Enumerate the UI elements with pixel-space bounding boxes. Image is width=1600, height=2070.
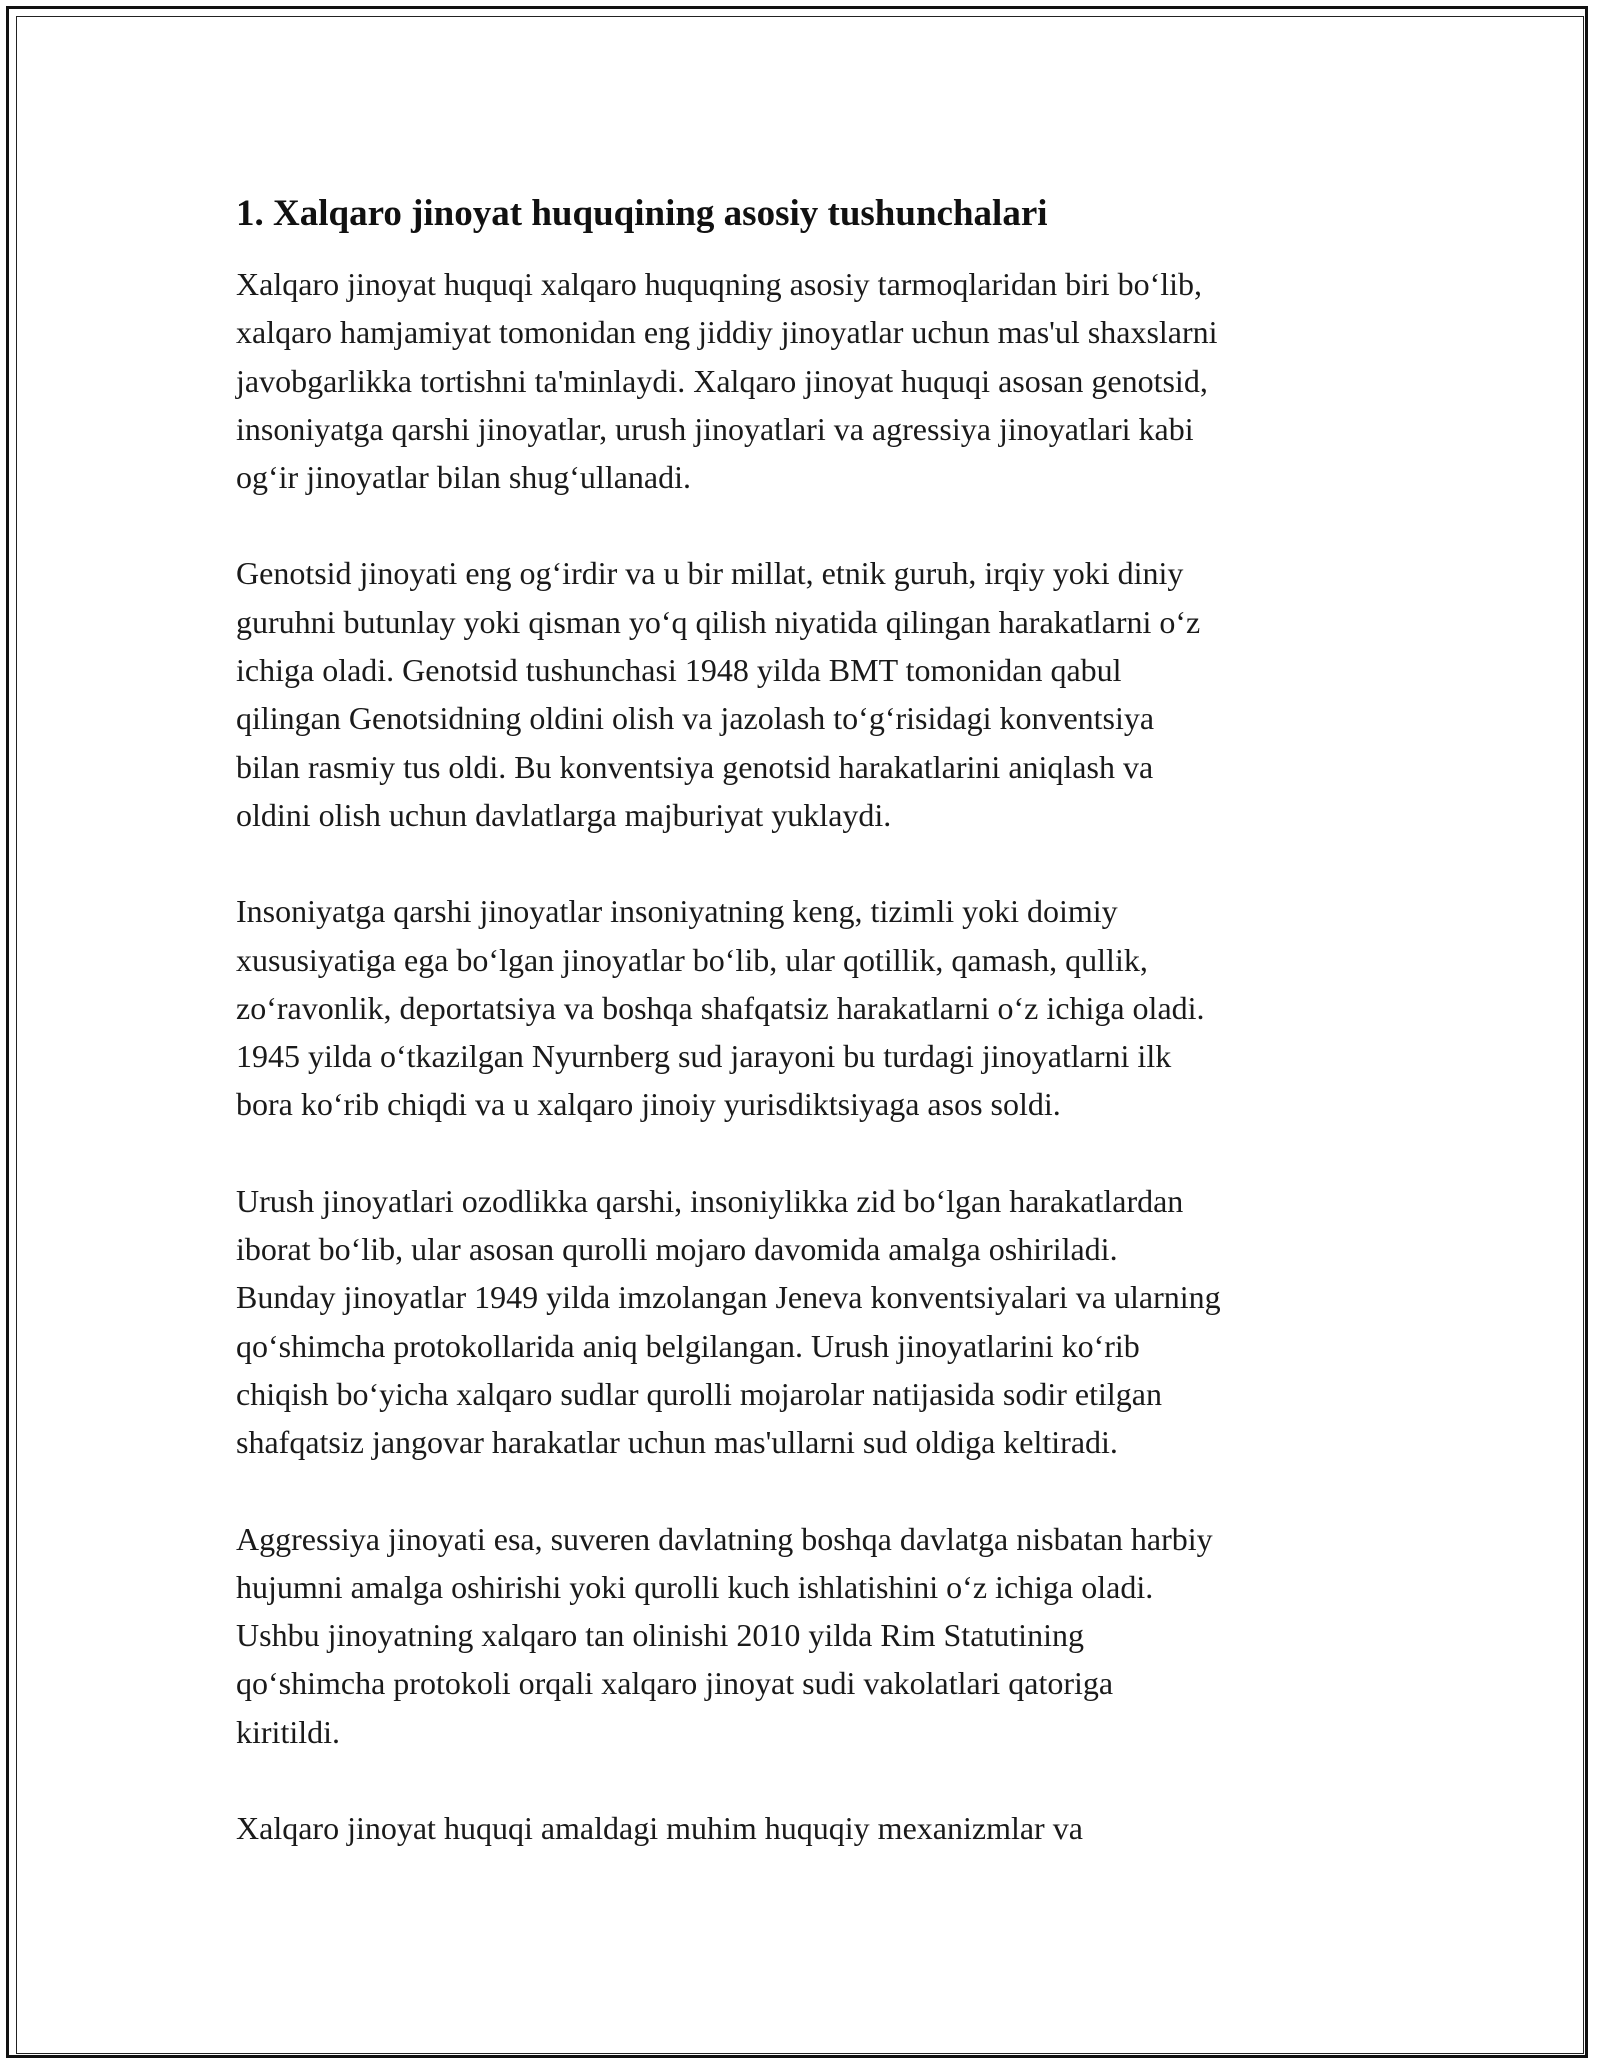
paragraph-line: qilingan Genotsidning oldini olish va jazolash to‘g‘risidagi konventsiya (236, 700, 1155, 737)
paragraph-line: javobgarlikka tortishni ta'minlaydi. Xalqaro jinoyat huquqi asosan genotsid, (236, 362, 1208, 399)
paragraph-line: xalqaro hamjamiyat tomonidan eng jiddiy jinoyatlar uchun mas'ul shaxslarni (236, 314, 1218, 351)
paragraph-line: Xalqaro jinoyat huquqi amaldagi muhim huquqiy mexanizmlar va (236, 1810, 1083, 1847)
paragraph-line: ichiga oladi. Genotsid tushunchasi 1948 yilda BMT tomonidan qabul (236, 652, 1122, 689)
paragraph-war-crimes (236, 1177, 1376, 1467)
paragraph-line: Xalqaro jinoyat huquqi xalqaro huquqning asosiy tarmoqlaridan biri bo‘lib, (236, 266, 1203, 302)
paragraph-line: 1945 yilda o‘tkazilgan Nyurnberg sud jarayoni bu turdagi jinoyatlarni ilk (236, 1038, 1172, 1075)
paragraph-mechanisms (236, 1804, 1376, 1852)
document-body (236, 190, 1376, 1900)
paragraph-line: guruhni butunlay yoki qisman yo‘q qilish niyatida qilingan harakatlarni o‘z (236, 603, 1201, 640)
paragraph-line: Insoniyatga qarshi jinoyatlar insoniyatning keng, tizimli yoki doimiy (236, 893, 1118, 930)
paragraph-line: qo‘shimcha protokollarida aniq belgilangan. Urush jinoyatlarini ko‘rib (236, 1327, 1140, 1364)
paragraph-line: xususiyatiga ega bo‘lgan jinoyatlar bo‘lib, ular qotillik, qamash, qullik, (236, 941, 1148, 978)
paragraph-line: Genotsid jinoyati eng og‘irdir va u bir millat, etnik guruh, irqiy yoki diniy (236, 555, 1184, 592)
paragraph-line: Bunday jinoyatlar 1949 yilda imzolangan Jeneva konventsiyalari va ularning (236, 1279, 1221, 1316)
page-title: 1. Xalqaro jinoyat huquqining asosiy tushunchalari (236, 193, 1048, 234)
paragraph-line: Urush jinoyatlari ozodlikka qarshi, insoniylikka zid bo‘lgan harakatlardan (236, 1182, 1184, 1219)
paragraph-line: qo‘shimcha protokoli orqali xalqaro jinoyat sudi vakolatlari qatoriga (236, 1665, 1114, 1702)
paragraph-line: Aggressiya jinoyati esa, suveren davlatning boshqa davlatga nisbatan harbiy (236, 1520, 1213, 1557)
paragraph-line: hujumni amalga oshirishi yoki qurolli kuch ishlatishini o‘z ichiga oladi. (236, 1568, 1154, 1605)
paragraph-line: zo‘ravonlik, deportatsiya va boshqa shafqatsiz harakatlarni o‘z ichiga oladi. (236, 989, 1205, 1026)
paragraph-line: oldini olish uchun davlatlarga majburiyat yuklaydi. (236, 796, 892, 833)
paragraph-aggression (236, 1515, 1376, 1756)
paragraph-line: bilan rasmiy tus oldi. Bu konventsiya genotsid harakatlarini aniqlash va (236, 748, 1154, 785)
paragraph-line: shafqatsiz jangovar harakatlar uchun mas'ullarni sud oldiga keltiradi. (236, 1424, 1118, 1461)
paragraph-line: bora ko‘rib chiqdi va u xalqaro jinoiy yurisdiktsiyaga asos soldi. (236, 1086, 1061, 1123)
paragraph-line: kiritildi. (236, 1713, 340, 1750)
paragraph-line: insoniyatga qarshi jinoyatlar, urush jinoyatlari va agressiya jinoyatlari kabi (236, 410, 1194, 447)
paragraph-line: og‘ir jinoyatlar bilan shug‘ullanadi. (236, 459, 691, 496)
paragraph-line: Ushbu jinoyatning xalqaro tan olinishi 2010 yilda Rim Statutining (236, 1617, 1084, 1654)
paragraph-line: iborat bo‘lib, ular asosan qurolli mojaro davomida amalga oshiriladi. (236, 1231, 1118, 1268)
paragraph-intro (236, 260, 1376, 501)
paragraph-genocide (236, 549, 1376, 839)
paragraph-line: chiqish bo‘yicha xalqaro sudlar qurolli mojarolar natijasida sodir etilgan (236, 1375, 1162, 1412)
paragraph-crimes-against-humanity (236, 887, 1376, 1128)
